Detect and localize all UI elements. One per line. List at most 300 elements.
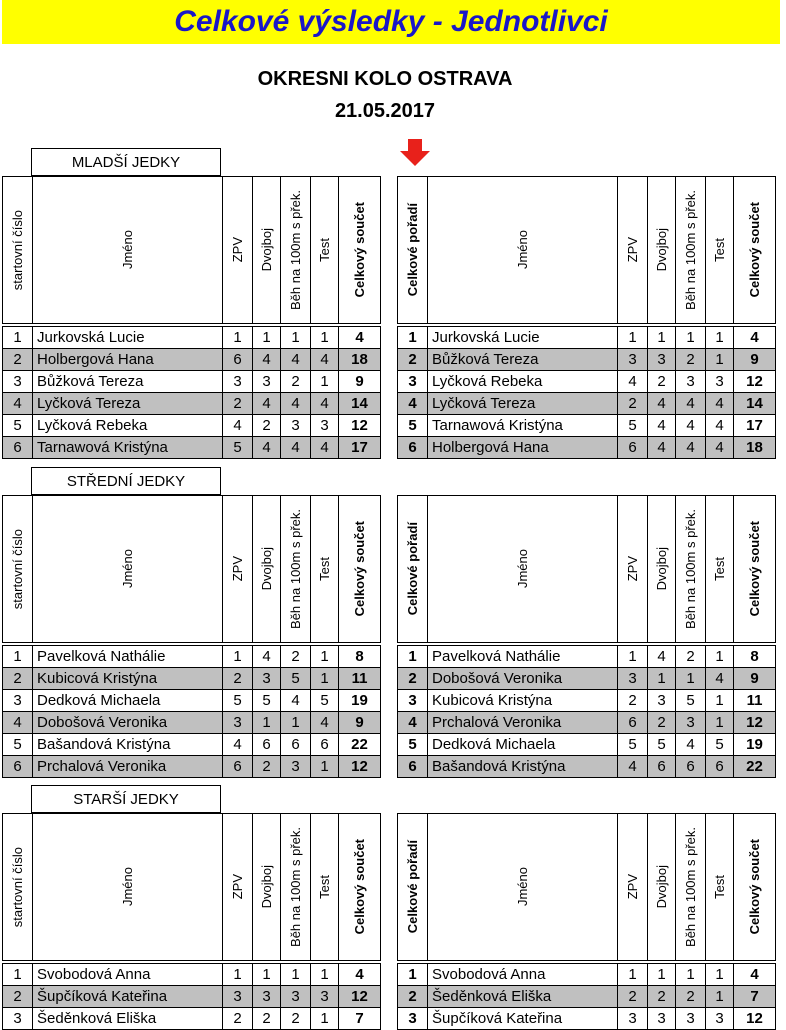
total-cell: 4 [734,964,776,986]
beh-cell: 4 [676,393,706,415]
results-table-left [2,813,381,1030]
start-number-cell: 2 [3,349,33,371]
start-number-cell: 4 [3,393,33,415]
test-cell: 6 [311,734,339,756]
event-name: OKRESNI KOLO OSTRAVA [257,68,513,90]
name-cell: Prchalová Veronika [428,712,618,734]
order-cell: 5 [398,415,428,437]
table-header-row [398,177,776,324]
header-total: Celkový součet [339,177,381,324]
table-row [3,349,381,371]
test-cell: 1 [311,1008,339,1030]
test-cell: 1 [706,690,734,712]
dvojboj-cell: 4 [253,393,281,415]
name-cell: Holbergová Hana [428,437,618,459]
name-cell: Pavelková Nathálie [33,646,223,668]
dvojboj-cell: 2 [648,371,676,393]
header-name: Jméno [33,177,223,324]
table-row [398,415,776,437]
name-cell: Svobodová Anna [33,964,223,986]
beh-cell: 2 [676,986,706,1008]
header-test: Test [311,496,339,643]
header-beh: Běh na 100m s přek. [281,814,311,961]
name-cell: Šupčíková Kateřina [428,1008,618,1030]
zpv-cell: 2 [223,393,253,415]
header-name: Jméno [33,814,223,961]
header-beh: Běh na 100m s přek. [281,177,311,324]
name-cell: Lyčková Tereza [33,393,223,415]
zpv-cell: 4 [618,371,648,393]
results-table-right [397,495,776,778]
total-cell: 22 [734,756,776,778]
start-number-cell: 5 [3,415,33,437]
beh-cell: 5 [281,668,311,690]
beh-cell: 3 [281,986,311,1008]
test-cell: 3 [706,371,734,393]
test-cell: 1 [311,646,339,668]
dvojboj-cell: 4 [253,437,281,459]
beh-cell: 6 [676,756,706,778]
table-row [398,327,776,349]
zpv-cell: 6 [618,712,648,734]
header-start-no: startovní číslo [3,496,33,643]
name-cell: Bůžková Tereza [33,371,223,393]
total-cell: 4 [339,327,381,349]
dvojboj-cell: 3 [648,1008,676,1030]
header-name: Jméno [428,814,618,961]
order-cell: 6 [398,756,428,778]
beh-cell: 1 [676,327,706,349]
name-cell: Lyčková Rebeka [33,415,223,437]
total-cell: 14 [339,393,381,415]
category-label: STARŠÍ JEDKY [31,785,221,813]
name-cell: Šeděnková Eliška [428,986,618,1008]
test-cell: 3 [311,986,339,1008]
beh-cell: 5 [676,690,706,712]
dvojboj-cell: 2 [253,756,281,778]
table-row [3,415,381,437]
zpv-cell: 1 [618,327,648,349]
header-test: Test [706,496,734,643]
order-cell: 4 [398,393,428,415]
order-cell: 4 [398,712,428,734]
zpv-cell: 3 [223,986,253,1008]
dvojboj-cell: 5 [253,690,281,712]
table-row [398,349,776,371]
header-beh: Běh na 100m s přek. [676,177,706,324]
beh-cell: 4 [676,437,706,459]
beh-cell: 4 [281,349,311,371]
start-number-cell: 3 [3,690,33,712]
beh-cell: 3 [676,1008,706,1030]
beh-cell: 4 [676,415,706,437]
dvojboj-cell: 1 [648,964,676,986]
name-cell: Šeděnková Eliška [33,1008,223,1030]
dvojboj-cell: 4 [648,393,676,415]
zpv-cell: 4 [618,756,648,778]
zpv-cell: 6 [223,756,253,778]
total-cell: 8 [339,646,381,668]
header-order: Celkové pořadí [398,496,428,643]
test-cell: 1 [706,349,734,371]
total-cell: 12 [734,712,776,734]
table-row [3,756,381,778]
test-cell: 1 [311,668,339,690]
dvojboj-cell: 6 [253,734,281,756]
name-cell: Dobošová Veronika [428,668,618,690]
header-beh: Běh na 100m s přek. [281,496,311,643]
table-row [3,437,381,459]
order-cell: 1 [398,327,428,349]
header-name: Jméno [33,496,223,643]
dvojboj-cell: 4 [648,646,676,668]
table-row [3,712,381,734]
test-cell: 3 [706,1008,734,1030]
dvojboj-cell: 3 [253,371,281,393]
order-cell: 1 [398,964,428,986]
zpv-cell: 1 [618,964,648,986]
table-row [398,437,776,459]
beh-cell: 3 [676,371,706,393]
table-row [398,756,776,778]
order-cell: 2 [398,668,428,690]
header-dvojboj: Dvojboj [648,496,676,643]
start-number-cell: 3 [3,371,33,393]
dvojboj-cell: 1 [648,327,676,349]
total-cell: 12 [339,756,381,778]
table-row [398,734,776,756]
zpv-cell: 5 [223,690,253,712]
table-row [398,646,776,668]
start-number-cell: 5 [3,734,33,756]
zpv-cell: 2 [618,986,648,1008]
total-cell: 18 [339,349,381,371]
header-zpv: ZPV [223,177,253,324]
zpv-cell: 6 [618,437,648,459]
test-cell: 4 [706,668,734,690]
order-cell: 3 [398,690,428,712]
zpv-cell: 3 [223,712,253,734]
total-cell: 19 [339,690,381,712]
total-cell: 14 [734,393,776,415]
total-cell: 9 [734,668,776,690]
test-cell: 3 [311,415,339,437]
name-cell: Dedková Michaela [428,734,618,756]
start-number-cell: 6 [3,437,33,459]
table-row [398,1008,776,1030]
start-number-cell: 2 [3,668,33,690]
beh-cell: 3 [281,415,311,437]
table-row [398,986,776,1008]
name-cell: Dobošová Veronika [33,712,223,734]
test-cell: 1 [311,964,339,986]
name-cell: Jurkovská Lucie [33,327,223,349]
results-table-left [2,176,381,459]
zpv-cell: 1 [223,646,253,668]
header-total: Celkový součet [734,814,776,961]
zpv-cell: 2 [223,1008,253,1030]
total-cell: 4 [339,964,381,986]
category-label: STŘEDNÍ JEDKY [31,467,221,495]
total-cell: 7 [339,1008,381,1030]
test-cell: 4 [311,712,339,734]
start-number-cell: 1 [3,964,33,986]
name-cell: Lyčková Tereza [428,393,618,415]
dvojboj-cell: 1 [253,964,281,986]
order-cell: 2 [398,986,428,1008]
header-order: Celkové pořadí [398,177,428,324]
header-zpv: ZPV [618,814,648,961]
order-cell: 3 [398,1008,428,1030]
dvojboj-cell: 2 [648,986,676,1008]
order-cell: 2 [398,349,428,371]
header-name: Jméno [428,496,618,643]
table-header-row [3,496,381,643]
beh-cell: 6 [281,734,311,756]
beh-cell: 2 [676,646,706,668]
header-test: Test [706,177,734,324]
name-cell: Tarnawová Kristýna [33,437,223,459]
beh-cell: 4 [281,437,311,459]
start-number-cell: 4 [3,712,33,734]
name-cell: Jurkovská Lucie [428,327,618,349]
down-arrow-icon [399,139,431,167]
header-total: Celkový součet [339,496,381,643]
dvojboj-cell: 1 [648,668,676,690]
dvojboj-cell: 4 [253,349,281,371]
test-cell: 4 [706,415,734,437]
test-cell: 1 [706,327,734,349]
total-cell: 8 [734,646,776,668]
zpv-cell: 2 [618,690,648,712]
start-number-cell: 1 [3,646,33,668]
table-row [398,712,776,734]
name-cell: Svobodová Anna [428,964,618,986]
zpv-cell: 5 [618,734,648,756]
test-cell: 1 [706,712,734,734]
total-cell: 9 [339,371,381,393]
header-start-no: startovní číslo [3,814,33,961]
total-cell: 18 [734,437,776,459]
table-row [398,690,776,712]
zpv-cell: 4 [223,734,253,756]
table-row [3,371,381,393]
dvojboj-cell: 5 [648,734,676,756]
total-cell: 12 [339,415,381,437]
zpv-cell: 4 [223,415,253,437]
table-row [3,668,381,690]
dvojboj-cell: 3 [253,986,281,1008]
beh-cell: 1 [281,327,311,349]
dvojboj-cell: 4 [253,646,281,668]
header-dvojboj: Dvojboj [648,814,676,961]
zpv-cell: 1 [223,964,253,986]
test-cell: 4 [706,393,734,415]
name-cell: Lyčková Rebeka [428,371,618,393]
test-cell: 1 [311,756,339,778]
header-beh: Běh na 100m s přek. [676,496,706,643]
order-cell: 5 [398,734,428,756]
table-row [398,393,776,415]
table-row [3,1008,381,1030]
name-cell: Kubicová Kristýna [428,690,618,712]
header-beh: Běh na 100m s přek. [676,814,706,961]
dvojboj-cell: 1 [253,327,281,349]
table-row [3,734,381,756]
zpv-cell: 1 [618,646,648,668]
total-cell: 11 [734,690,776,712]
dvojboj-cell: 3 [648,349,676,371]
page-title: Celkové výsledky - Jednotlivci [174,5,608,38]
zpv-cell: 3 [618,349,648,371]
zpv-cell: 1 [223,327,253,349]
test-cell: 1 [706,646,734,668]
dvojboj-cell: 6 [648,756,676,778]
zpv-cell: 3 [618,668,648,690]
start-number-cell: 6 [3,756,33,778]
beh-cell: 1 [676,964,706,986]
table-row [398,668,776,690]
event-date: 21.05.2017 [334,100,436,122]
dvojboj-cell: 2 [253,1008,281,1030]
beh-cell: 1 [281,712,311,734]
order-cell: 3 [398,371,428,393]
total-cell: 12 [734,371,776,393]
header-zpv: ZPV [223,496,253,643]
total-cell: 11 [339,668,381,690]
table-header-row [398,496,776,643]
total-cell: 17 [339,437,381,459]
beh-cell: 2 [281,371,311,393]
dvojboj-cell: 2 [253,415,281,437]
test-cell: 4 [706,437,734,459]
dvojboj-cell: 4 [648,415,676,437]
test-cell: 1 [706,986,734,1008]
beh-cell: 2 [281,1008,311,1030]
total-cell: 4 [734,327,776,349]
beh-cell: 3 [676,712,706,734]
total-cell: 19 [734,734,776,756]
table-header-row [398,814,776,961]
header-start-no: startovní číslo [3,177,33,324]
beh-cell: 4 [281,690,311,712]
test-cell: 6 [706,756,734,778]
results-table-right [397,813,776,1030]
beh-cell: 1 [281,964,311,986]
order-cell: 6 [398,437,428,459]
total-cell: 9 [734,349,776,371]
header-zpv: ZPV [618,177,648,324]
header-dvojboj: Dvojboj [253,814,281,961]
beh-cell: 2 [281,646,311,668]
beh-cell: 1 [676,668,706,690]
start-number-cell: 2 [3,986,33,1008]
start-number-cell: 3 [3,1008,33,1030]
header-test: Test [311,814,339,961]
zpv-cell: 3 [223,371,253,393]
header-total: Celkový součet [734,177,776,324]
test-cell: 1 [311,371,339,393]
table-row [398,964,776,986]
dvojboj-cell: 1 [253,712,281,734]
zpv-cell: 3 [618,1008,648,1030]
header-zpv: ZPV [618,496,648,643]
name-cell: Holbergová Hana [33,349,223,371]
header-dvojboj: Dvojboj [648,177,676,324]
total-cell: 7 [734,986,776,1008]
dvojboj-cell: 3 [648,690,676,712]
name-cell: Prchalová Veronika [33,756,223,778]
order-cell: 1 [398,646,428,668]
test-cell: 1 [311,327,339,349]
header-test: Test [311,177,339,324]
table-row [3,327,381,349]
header-dvojboj: Dvojboj [253,496,281,643]
beh-cell: 3 [281,756,311,778]
total-cell: 22 [339,734,381,756]
test-cell: 4 [311,393,339,415]
header-test: Test [706,814,734,961]
test-cell: 1 [706,964,734,986]
table-header-row [3,177,381,324]
test-cell: 4 [311,437,339,459]
beh-cell: 4 [676,734,706,756]
results-table-right [397,176,776,459]
zpv-cell: 2 [618,393,648,415]
table-header-row [3,814,381,961]
table-row [3,986,381,1008]
test-cell: 5 [311,690,339,712]
start-number-cell: 1 [3,327,33,349]
header-zpv: ZPV [223,814,253,961]
dvojboj-cell: 2 [648,712,676,734]
zpv-cell: 5 [223,437,253,459]
table-row [3,646,381,668]
header-total: Celkový součet [339,814,381,961]
dvojboj-cell: 4 [648,437,676,459]
results-table-left [2,495,381,778]
name-cell: Bašandová Kristýna [33,734,223,756]
header-dvojboj: Dvojboj [253,177,281,324]
header-order: Celkové pořadí [398,814,428,961]
name-cell: Šupčíková Kateřina [33,986,223,1008]
name-cell: Bašandová Kristýna [428,756,618,778]
total-cell: 17 [734,415,776,437]
table-row [3,964,381,986]
total-cell: 12 [339,986,381,1008]
name-cell: Kubicová Kristýna [33,668,223,690]
title-banner [2,0,780,44]
category-label: MLADŠÍ JEDKY [31,148,221,176]
table-row [3,393,381,415]
dvojboj-cell: 3 [253,668,281,690]
header-name: Jméno [428,177,618,324]
name-cell: Pavelková Nathálie [428,646,618,668]
zpv-cell: 5 [618,415,648,437]
table-row [3,690,381,712]
total-cell: 12 [734,1008,776,1030]
total-cell: 9 [339,712,381,734]
table-row [398,371,776,393]
test-cell: 4 [311,349,339,371]
zpv-cell: 6 [223,349,253,371]
name-cell: Dedková Michaela [33,690,223,712]
test-cell: 5 [706,734,734,756]
beh-cell: 4 [281,393,311,415]
zpv-cell: 2 [223,668,253,690]
header-total: Celkový součet [734,496,776,643]
beh-cell: 2 [676,349,706,371]
